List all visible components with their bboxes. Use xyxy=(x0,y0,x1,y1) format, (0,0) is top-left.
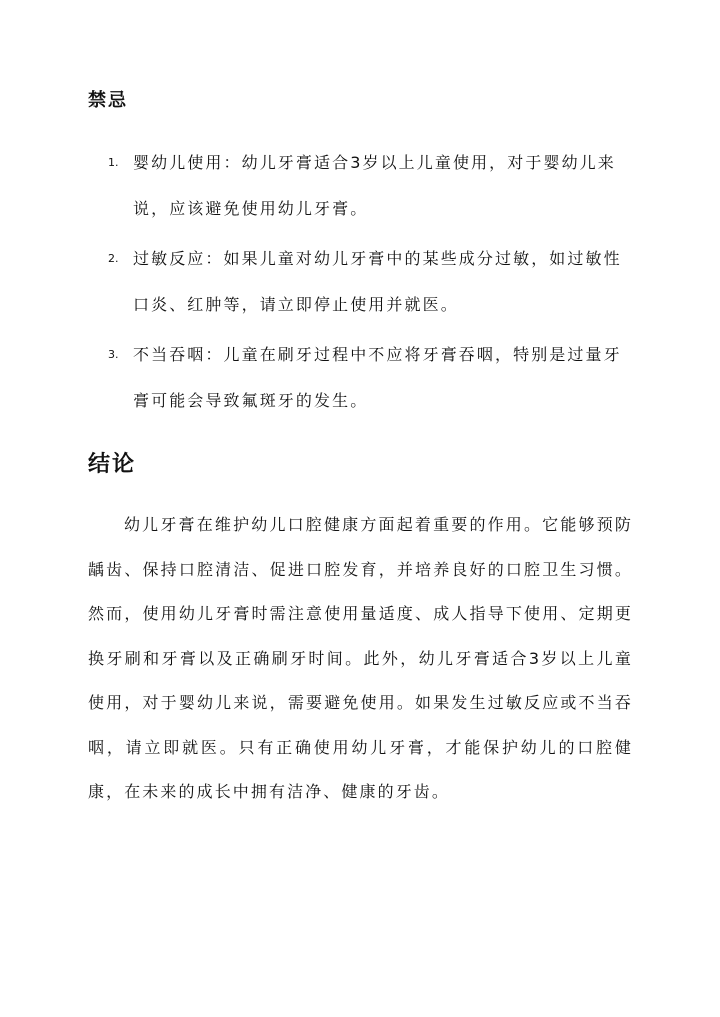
list-item xyxy=(0,332,720,424)
list-item-text: 婴幼儿使用：幼儿牙膏适合3岁以上儿童使用，对于婴幼儿来说，应该避免使用幼儿牙膏。 xyxy=(133,153,616,218)
list-item xyxy=(0,140,720,232)
conclusion-heading: 结论 xyxy=(88,452,137,477)
list-item-text: 不当吞咽：儿童在刷牙过程中不应将牙膏吞咽，特别是过量牙膏可能会导致氟斑牙的发生。 xyxy=(133,345,622,410)
contraindications-heading: 禁忌 xyxy=(88,90,128,111)
contraindications-list xyxy=(0,140,720,428)
list-item-number: 2. xyxy=(108,252,119,265)
conclusion-paragraph: 幼儿牙膏在维护幼儿口腔健康方面起着重要的作用。它能够预防龋齿、保持口腔清洁、促进口腔发育，并培养良好的口腔卫生习惯。然而，使用幼儿牙膏时需注意使用量适度、成人指导下使用、定期更换牙刷和牙膏以及正确刷牙时间。此外，幼儿牙膏适合3岁以上儿童使用，对于婴幼儿来说，需要避免使用。如果发生过敏反应或不当吞咽，请立即就医。只有正确使用幼儿牙膏，才能保护幼儿的口腔健康，在未来的成长中拥有洁净、健康的牙齿。 xyxy=(88,515,633,801)
list-item-number: 1. xyxy=(108,156,119,169)
list-item-number: 3. xyxy=(108,348,119,361)
list-item xyxy=(0,236,720,328)
list-item-text: 过敏反应：如果儿童对幼儿牙膏中的某些成分过敏，如过敏性口炎、红肿等，请立即停止使用并就医。 xyxy=(133,249,622,314)
